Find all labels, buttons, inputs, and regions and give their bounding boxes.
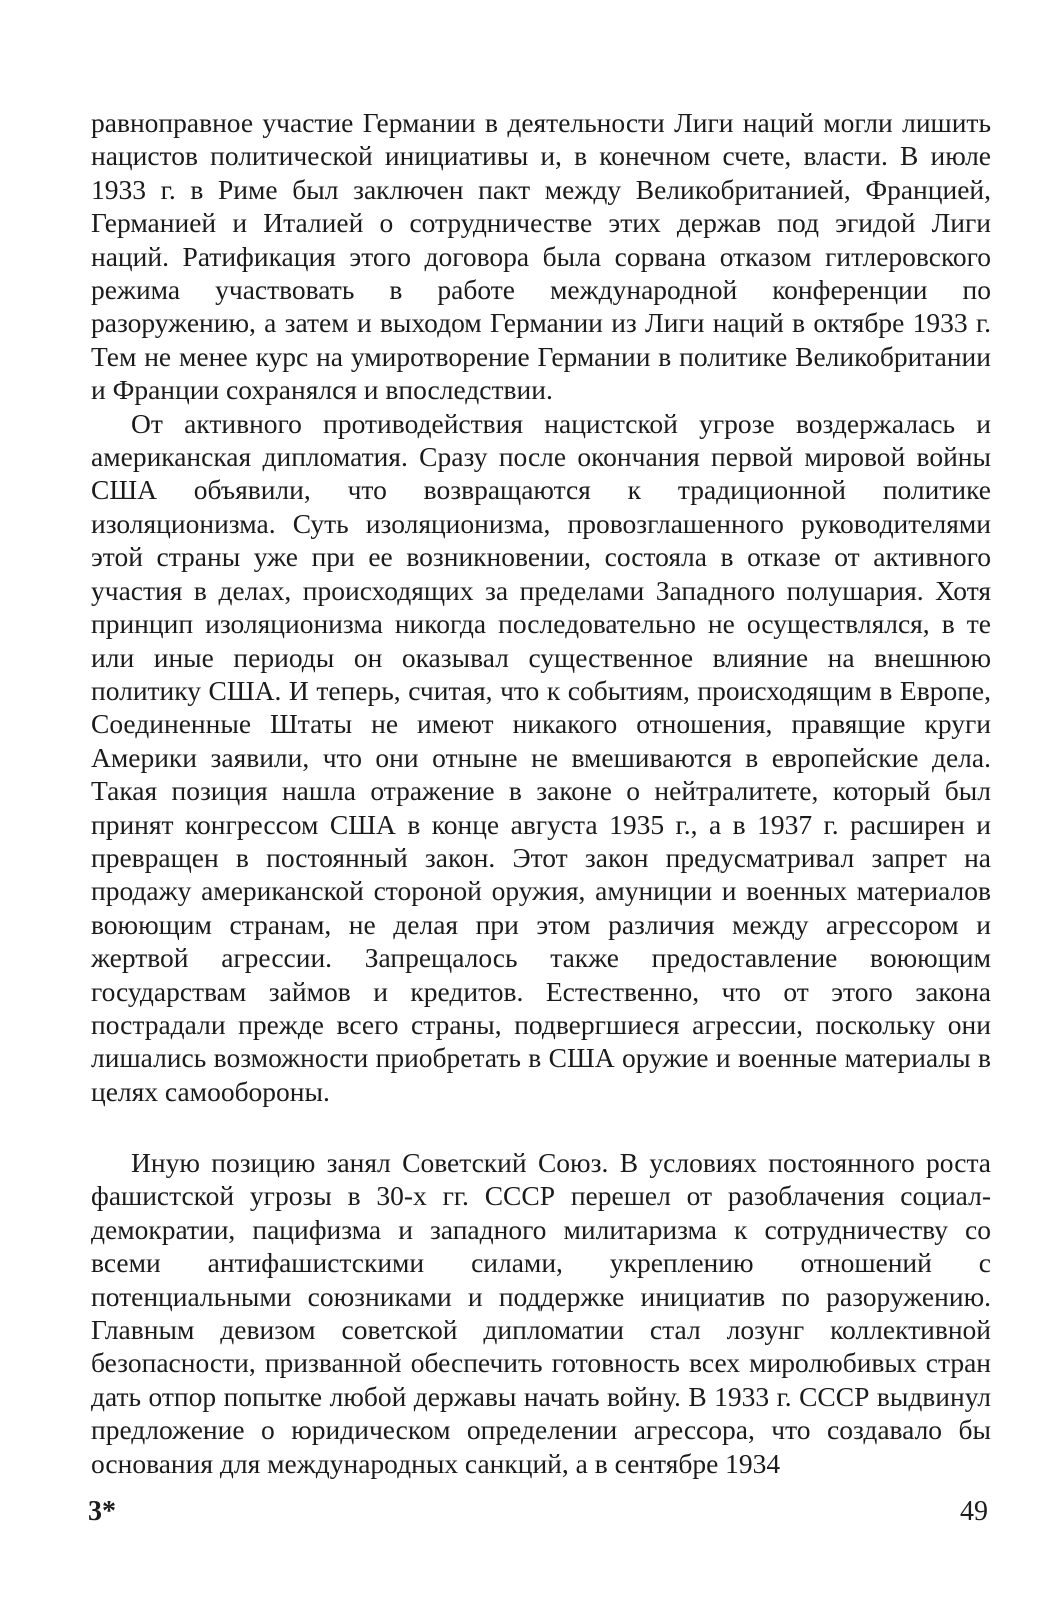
text-block-upper [91, 106, 991, 1108]
text-block-lower [91, 1146, 991, 1480]
printer-signature-mark: 3* [88, 1496, 116, 1527]
page-number: 49 [960, 1496, 988, 1527]
paragraph-1: равноправное участие Германии в деятельности Лиги наций могли лишить нацистов политической инициативы и, в конечном счете, власти. В июле 1933 г. в Риме был заключен пакт между Великобританией, Францией, Германией и Италией о сотрудничестве этих держав под эгидой Лиги наций. Ратификация этого договора была сорвана отказом гитлеровского режима участвовать в работе международной конференции по разоружению, а затем и выходом Германии из Лиги наций в октябре 1933 г. Тем не менее курс на умиротворение Германии в политике Великобритании и Франции сохранялся и впоследствии. [91, 107, 991, 406]
paragraph-2: От активного противодействия нацистской угрозе воздержалась и американская дипломатия. Сразу после окончания первой мировой войны США объявили, что возвращаются к традиционной политике изоляционизма. Суть изоляционизма, провозглашенного руководителями этой страны уже при ее возникновении, состояла в отказе от активного участия в делах, происходящих за пределами Западного полушария. Хотя принцип изоляционизма никогда последовательно не осуществлялся, в те или иные периоды он оказывал существенное влияние на внешнюю политику США. И теперь, считая, что к событиям, происходящим в Европе, Соединенные Штаты не имеют никакого отношения, правящие круги Америки заявили, что они отныне не вмешиваются в европейские дела. Такая позиция нашла отражение в законе о нейтралитете, который был принят конгрессом США в конце августа 1935 г., а в 1937 г. расширен и превращен в постоянный закон. Этот закон предусматривал запрет на продажу американской стороной оружия, амуниции и военных материалов воюющим странам, не делая при этом различия между агрессором и жертвой агрессии. Запрещалось также предоставление воюющим государствам займов и кредитов. Естественно, что от этого закона пострадали прежде всего страны, подвергшиеся агрессии, поскольку они лишались возможности приобретать в США оружие и военные материалы в целях самообороны. [91, 407, 991, 1107]
paragraph-3: Иную позицию занял Советский Союз. В условиях постоянного роста фашистской угрозы в 30-х гг. СССР перешел от разоблачения социал-демократии, пацифизма и западного милитаризма к сотрудничеству со всеми антифашистскими силами, укреплению отношений с потенциальными союзниками и поддержке инициатив по разоружению. Главным девизом советской дипломатии стал лозунг коллективной безопасности, призванной обеспечить готовность всех миролюбивых стран дать отпор попытке любой державы начать войну. В 1933 г. СССР выдвинул предложение о юридическом определении агрессора, что создавало бы основания для международных санкций, а в сентябре 1934 [91, 1147, 991, 1479]
